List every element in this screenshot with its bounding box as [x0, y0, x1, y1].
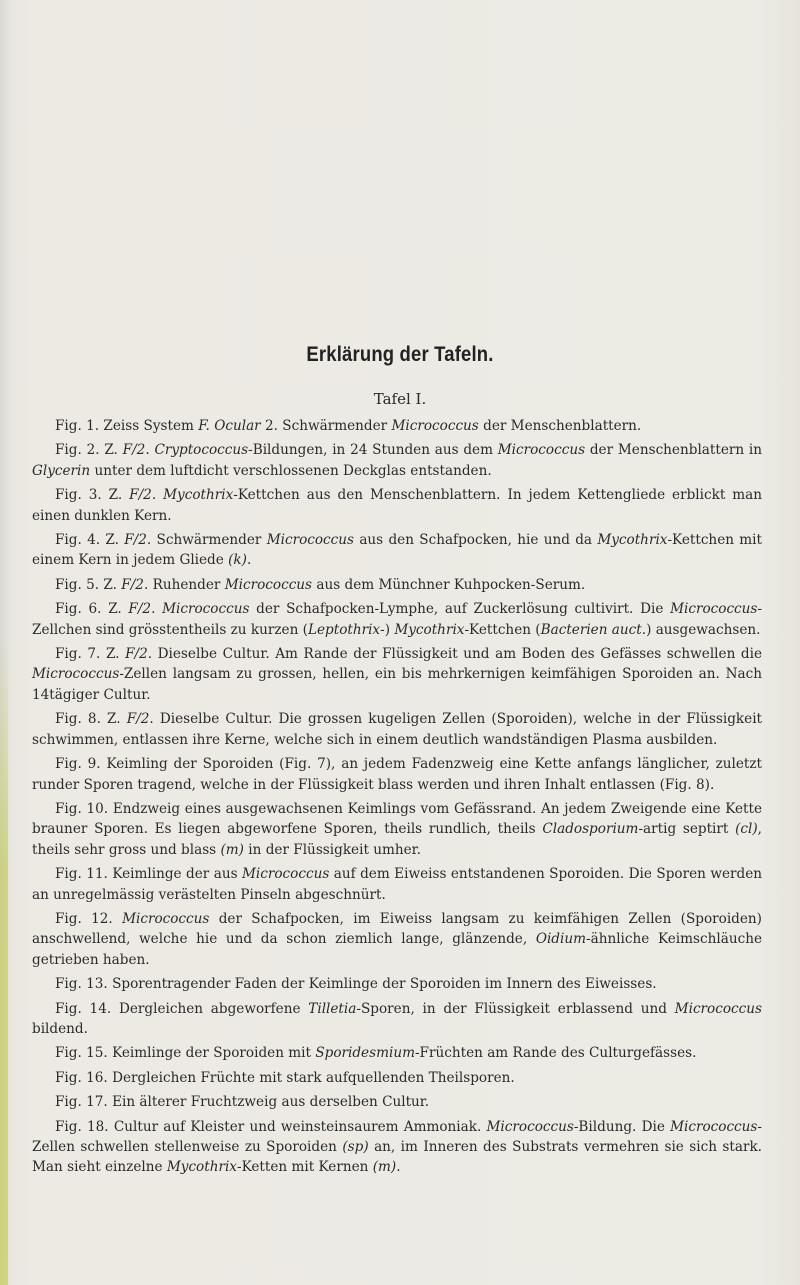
- figure-entry: [32, 709, 762, 750]
- figure-label: Fig. 9.: [55, 756, 101, 773]
- plate-title: Tafel I.: [373, 390, 427, 408]
- figure-description: Keimlinge der aus Micrococcus auf dem Eiweiss entstandenen Sporoiden. Die Sporen werden an unregelmässig verästelten Pinseln abgeschnürt.: [32, 866, 762, 903]
- figure-entry: [32, 1068, 762, 1088]
- figure-label: Fig. 8.: [55, 711, 101, 728]
- figure-entry: [32, 575, 762, 595]
- figure-description: Ein älterer Fruchtzweig aus derselben Cultur.: [112, 1094, 430, 1111]
- figure-entry: [32, 754, 762, 795]
- figure-entry: [32, 799, 762, 860]
- figure-description: Z. F/2. Schwärmender Micrococcus aus den Schafpocken, hie und da Mycothrix-Kettchen mit einem Kern in jedem Gliede (k).: [32, 532, 762, 569]
- figure-label: Fig. 17.: [55, 1094, 108, 1111]
- figure-label: Fig. 1.: [55, 418, 100, 434]
- page-binding-edge: [0, 640, 8, 1285]
- figure-label: Fig. 18.: [55, 1118, 109, 1135]
- figure-entry: [32, 485, 762, 526]
- figure-description: Z. F/2. Cryptococcus-Bildungen, in 24 Stunden aus dem Micrococcus der Menschenblattern in Glycerin unter dem luftdicht verschlossenen Deckglas entstanden.: [32, 442, 762, 479]
- figure-label: Fig. 6.: [55, 601, 102, 618]
- figure-label: Fig. 11.: [55, 866, 108, 883]
- figure-description: Z. F/2. Dieselbe Cultur. Am Rande der Flüssigkeit und am Boden des Gefässes schwellen die Micrococcus-Zellen langsam zu grossen, hellen, ein bis mehrkernigen keimfähigen Sporoiden an. Nach 14tägiger Cultur.: [32, 646, 762, 703]
- figure-label: Fig. 3.: [55, 487, 102, 504]
- figure-label: Fig. 16.: [55, 1069, 108, 1086]
- figure-label: Fig. 2.: [55, 442, 100, 459]
- figure-entry: [32, 530, 762, 571]
- figure-description: Micrococcus der Schafpocken, im Eiweiss langsam zu keimfähigen Zellen (Sporoiden) anschwellend, welche hie und da schon ziemlich lange, glänzende, Oidium-ähnliche Keimschläuche getrieben haben.: [32, 910, 762, 968]
- figure-description: Z. F/2. Dieselbe Cultur. Die grossen kugeligen Zellen (Sporoiden), welche in der Flüssigkeit schwimmen, entlassen ihre Kerne, welche sich in einem deutlich wandständigen Plasma ausbilden.: [32, 711, 763, 748]
- figure-entry: [32, 909, 762, 970]
- figure-description: Cultur auf Kleister und weinsteinsaurem Ammoniak. Micrococcus-Bildung. Die Micrococcus-Zellen schwellen stellenweise zu Sporoiden (sp) an, im Inneren des Substrats vermehren sie sich stark. Man sieht einzelne Mycothrix-Ketten mit Kernen (m).: [32, 1118, 762, 1176]
- figure-label: Fig. 5.: [55, 576, 100, 593]
- figure-entry: [32, 1117, 762, 1178]
- figure-label: Fig. 4.: [55, 532, 101, 549]
- figure-description: Keimling der Sporoiden (Fig. 7), an jedem Fadenzweig eine Kette anfangs länglicher, zuletzt runder Sporen tragend, welche in der Flüssigkeit blass werden und ihren Inhalt entlassen (Fig. 8).: [32, 756, 762, 793]
- figure-entry: [32, 644, 762, 705]
- figure-legend-list: [32, 416, 762, 1178]
- figure-entry: [32, 440, 762, 481]
- figure-entry: [32, 999, 762, 1040]
- figure-description: Endzweig eines ausgewachsenen Keimlings vom Gefässrand. An jedem Zweigende eine Kette brauner Sporen. Es liegen abgeworfene Sporen, theils rundlich, theils Cladosporium-artig septirt (cl), theils sehr gross und blass (m) in der Flüssigkeit umher.: [32, 800, 762, 858]
- figure-description: Keimlinge der Sporoiden mit Sporidesmium-Früchten am Rande des Culturgefässes.: [112, 1045, 697, 1062]
- figure-entry: [32, 864, 762, 905]
- figure-label: Fig. 10.: [55, 800, 109, 817]
- figure-description: Z. F/2. Mycothrix-Kettchen aus den Menschenblattern. In jedem Kettengliede erblickt man einen dunklen Kern.: [32, 487, 763, 524]
- figure-entry: [32, 416, 762, 436]
- figure-description: Zeiss System F. Ocular 2. Schwärmender Micrococcus der Menschenblattern.: [103, 418, 642, 434]
- figure-description: Dergleichen Früchte mit stark aufquellenden Theilsporen.: [112, 1069, 515, 1086]
- figure-label: Fig. 15.: [55, 1045, 108, 1062]
- figure-description: Z. F/2. Micrococcus der Schafpocken-Lymphe, auf Zuckerlösung cultivirt. Die Micrococcus-Zellchen sind grösstentheils zu kurzen (Leptothrix-) Mycothrix-Kettchen (Bacterien auct.) ausgewachsen.: [32, 601, 762, 638]
- figure-entry: [32, 1092, 762, 1112]
- figure-entry: [32, 974, 762, 994]
- figure-entry: [32, 1043, 762, 1063]
- figure-description: Sporentragender Faden der Keimlinge der Sporoiden im Innern des Eiweisses.: [112, 976, 657, 993]
- figure-label: Fig. 7.: [55, 646, 101, 663]
- figure-label: Fig. 14.: [55, 1000, 112, 1017]
- figure-label: Fig. 12.: [55, 910, 113, 927]
- figure-description: Z. F/2. Ruhender Micrococcus aus dem Münchner Kuhpocken-Serum.: [103, 576, 586, 593]
- figure-label: Fig. 13.: [55, 976, 108, 993]
- figure-entry: [32, 599, 762, 640]
- figure-description: Dergleichen abgeworfene Tilletia-Sporen, in der Flüssigkeit erblassend und Micrococcus bildend.: [32, 1000, 762, 1037]
- page-heading: Erklärung der Tafeln.: [306, 343, 494, 366]
